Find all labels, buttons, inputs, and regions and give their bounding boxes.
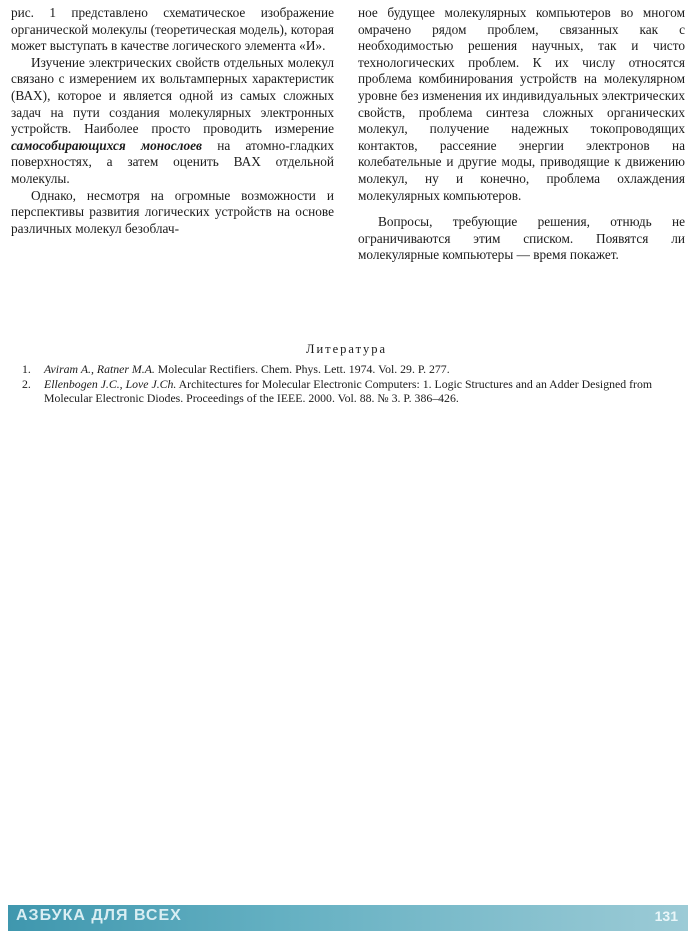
reference-authors: Ellenbogen J.C., Love J.Ch. [44, 376, 177, 391]
left-paragraph-1: рис. 1 представлено схематическое изображение органической молекулы (теоретическая модель), которая может выступать в качестве логического элемента «И». [11, 5, 334, 54]
left-paragraph-2 [11, 55, 334, 188]
section-label: АЗБУКА ДЛЯ ВСЕХ [16, 907, 182, 924]
reference-number: 2. [22, 376, 31, 391]
reference-text: Architectures for Molecular Electronic Computers: 1. Logic Structures and an Adder Designed from Molecular Electronic Diodes. Proceedings of the IEEE. 2000. Vol. 88. № 3. P. 386–426. [44, 376, 653, 406]
footer-band [8, 905, 688, 931]
reference-text: Molecular Rectifiers. Chem. Phys. Lett. 1974. Vol. 29. P. 277. [154, 362, 450, 376]
references-list [22, 362, 682, 406]
references-heading: Литература [306, 342, 387, 356]
right-paragraph-2: Вопросы, требующие решения, отнюдь не ограничиваются этим списком. Появятся ли молекулярные компьютеры — время покажет. [358, 214, 685, 263]
page-number: 131 [654, 908, 678, 924]
left-paragraph-3: Однако, несмотря на огромные возможности и перспективы развития логических устройств на основе различных молекул безоблач- [11, 187, 334, 236]
emphasized-term: самособирающихся монослоев [11, 137, 202, 153]
left-column [11, 5, 334, 237]
reference-item [22, 362, 682, 377]
reference-number: 1. [22, 362, 31, 376]
reference-authors: Aviram A., Ratner M.A. [44, 362, 155, 376]
right-column [358, 5, 685, 264]
right-paragraph-1: ное будущее молекулярных компьютеров во многом омрачено рядом проблем, связанных как с необходимостью решения научных, так и чисто технологических проблем. К их числу относятся проблема комбинирования устройств на молекулярном уровне без изменения их индивидуальных электрических свойств, проблема синтеза сложных органических молекул, получение надежных токопроводящих контактов, рассеяние энергии электронов на колебательные и другие моды, приводящие к движению молекул, ну и конечно, проблема охлаждения молекулярных компьютеров. [358, 5, 685, 203]
left-paragraph-2-end: на атомно-гладких поверхностях, а затем оценить ВАХ отдельной молекулы. [11, 137, 334, 186]
left-paragraph-2-start: Изучение электрических свойств отдельных молекул связано с измерением их вольтамперных характеристик (ВАХ), которое и является одной из самых сложных задач на пути создания молекулярных электронных устройств. Наиболее просто проводить измерение [11, 54, 334, 137]
reference-item [22, 377, 682, 406]
